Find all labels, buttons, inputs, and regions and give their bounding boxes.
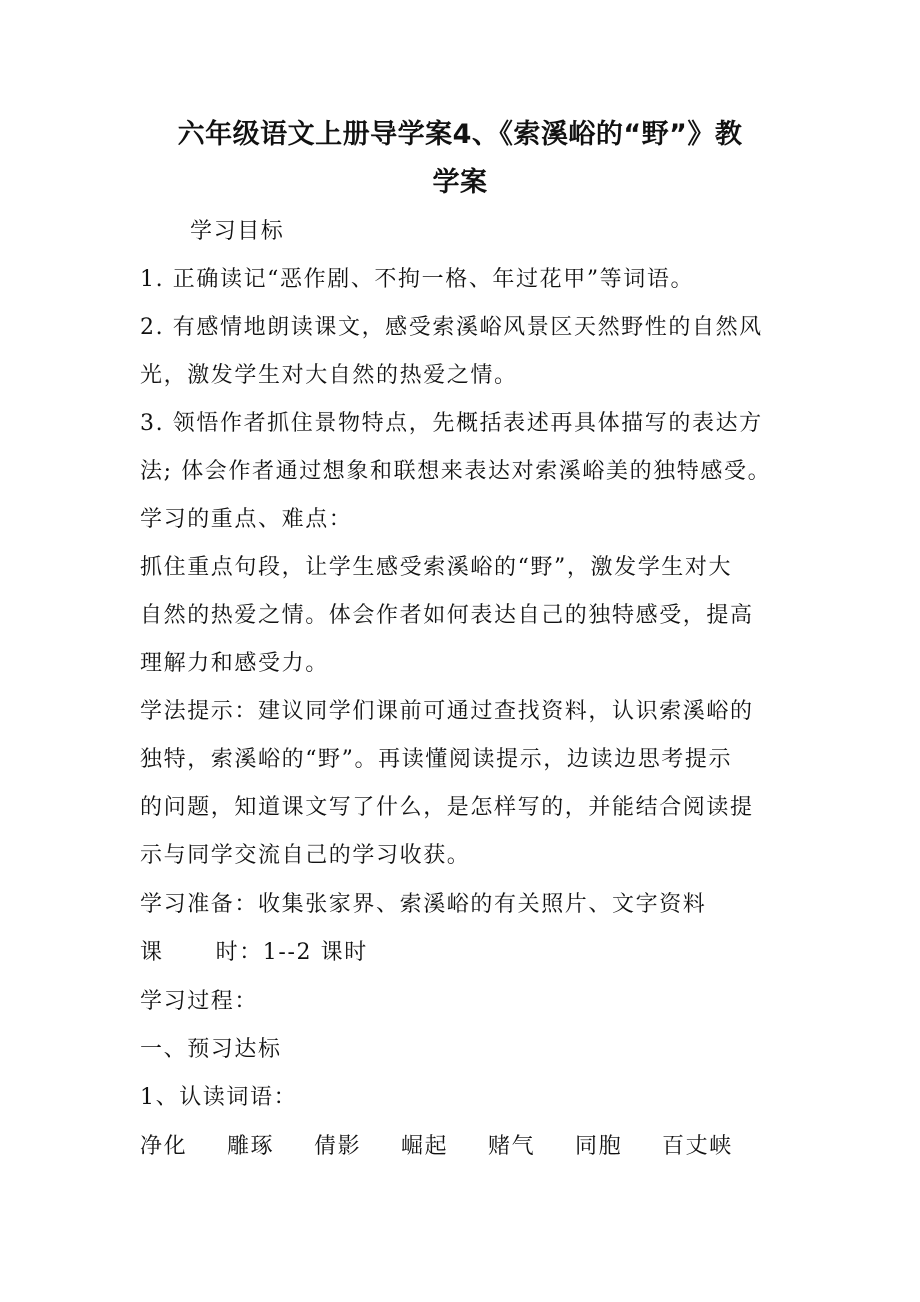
objective-line: 3. 领悟作者抓住景物特点，先概括表述再具体描写的表达方 bbox=[140, 411, 763, 436]
vocabulary-word: 赌气 bbox=[488, 1134, 536, 1159]
objective-line: 1. 正确读记“恶作剧、不拘一格、年过花甲”等词语。 bbox=[140, 267, 695, 292]
document-title-line-2: 学案 bbox=[432, 167, 488, 198]
vocabulary-word: 倩影 bbox=[314, 1134, 362, 1159]
class-hours-value: 时：1--2 课时 bbox=[215, 940, 368, 965]
vocabulary-word: 同胞 bbox=[575, 1134, 623, 1159]
objective-line: 法; 体会作者通过想象和联想来表达对索溪峪美的独特感受。 bbox=[140, 459, 772, 484]
vocabulary-word: 净化 bbox=[140, 1134, 188, 1159]
study-tips-line: 学法提示：建议同学们课前可通过查找资料，认识索溪峪的 bbox=[140, 699, 754, 724]
vocabulary-word: 雕琢 bbox=[227, 1134, 275, 1159]
preparation-line: 学习准备：收集张家界、索溪峪的有关照片、文字资料 bbox=[140, 892, 707, 917]
section-heading-process: 学习过程： bbox=[140, 989, 259, 1014]
key-points-line: 抓住重点句段，让学生感受索溪峪的“野”，激发学生对大 bbox=[140, 555, 733, 580]
document-title-line-1: 六年级语文上册导学案4、《索溪峪的“野”》教 bbox=[177, 119, 743, 150]
vocabulary-word: 百丈峡 bbox=[662, 1134, 733, 1159]
study-tips-line: 的问题，知道课文写了什么，是怎样写的，并能结合阅读提 bbox=[140, 795, 754, 820]
key-points-line: 理解力和感受力。 bbox=[140, 651, 329, 676]
section-heading-objectives: 学习目标 bbox=[190, 219, 285, 244]
study-tips-line: 示与同学交流自己的学习收获。 bbox=[140, 843, 471, 868]
class-hours-label: 课 bbox=[140, 940, 164, 965]
study-tips-line: 独特，索溪峪的“野”。再读懂阅读提示，边读边思考提示 bbox=[140, 747, 733, 772]
part-heading-preview: 一、预习达标 bbox=[140, 1037, 282, 1062]
class-hours-line bbox=[140, 929, 800, 977]
objective-line: 光，激发学生对大自然的热爱之情。 bbox=[140, 363, 518, 388]
vocabulary-list bbox=[140, 1123, 800, 1171]
objective-line: 2. 有感情地朗读课文，感受索溪峪风景区天然野性的自然风 bbox=[140, 315, 763, 340]
section-heading-key-points: 学习的重点、难点： bbox=[140, 507, 353, 532]
item-heading-vocabulary: 1、认读词语： bbox=[140, 1085, 298, 1110]
key-points-line: 自然的热爱之情。体会作者如何表达自己的独特感受，提高 bbox=[140, 603, 754, 628]
vocabulary-word: 崛起 bbox=[401, 1134, 449, 1159]
